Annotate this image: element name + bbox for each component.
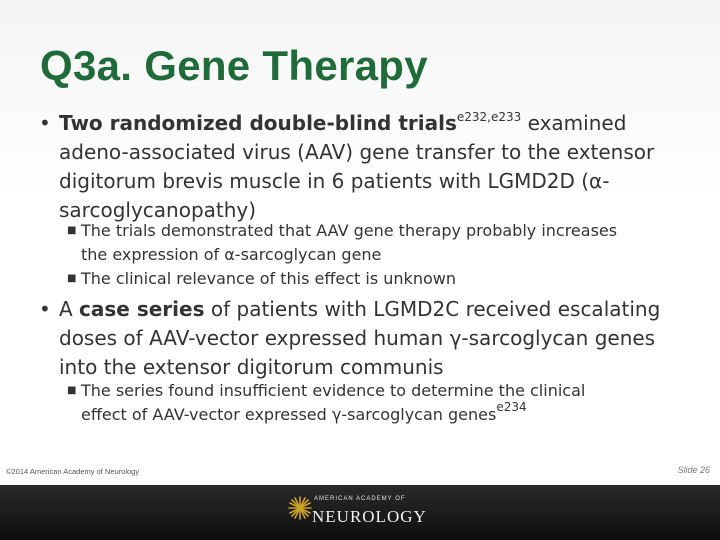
bullet-2	[39, 295, 699, 382]
sub-bullet-3	[67, 379, 701, 427]
bullet-1-line-1-rest: examined	[521, 111, 627, 135]
bullet-1	[39, 109, 699, 225]
sub-bullet-square: ■	[67, 273, 77, 284]
aan-logo	[288, 494, 438, 534]
sub-bullet-2-line-1: The clinical relevance of this effect is unknown	[81, 269, 456, 288]
sub-bullet-1-line-2: the expression of α-sarcoglycan gene	[81, 245, 382, 264]
starburst-icon	[288, 496, 312, 520]
bullet-1-reference: e232,e233	[456, 110, 522, 124]
bullet-1-line-4: sarcoglycanopathy)	[59, 198, 257, 222]
sub-bullet-3-line-2	[81, 400, 701, 427]
logo-line-2: NEUROLOGY	[312, 507, 427, 526]
bullet-dot: •	[39, 297, 51, 321]
sub-bullet-3-line-2-text: effect of AAV-vector expressed γ-sarcoglycan genes	[81, 405, 497, 424]
bullet-1-line-1	[59, 109, 699, 138]
slide-title: Q3a. Gene Therapy	[40, 42, 428, 89]
bullet-1-bold-lead: Two randomized double-blind trials	[59, 111, 457, 135]
bullet-2-pre: A	[59, 297, 80, 321]
bullet-2-line-1-rest: of patients with LGMD2C received escalating	[204, 297, 661, 321]
bullet-2-line-2: doses of AAV-vector expressed human γ-sarcoglycan genes	[59, 326, 656, 350]
sub-bullet-square: ■	[67, 385, 77, 396]
sub-bullet-3-line-1: The series found insufficient evidence to determine the clinical	[81, 381, 586, 400]
bullet-2-line-3: into the extensor digitorum communis	[59, 355, 444, 379]
slide-number: Slide 26	[677, 465, 710, 475]
bullet-dot: •	[39, 111, 51, 135]
bullet-1-line-2: adeno-associated virus (AAV) gene transfer to the extensor	[59, 140, 655, 164]
copyright-notice: ©2014 American Academy of Neurology	[6, 467, 140, 476]
sub-bullet-3-reference: e234	[496, 400, 527, 414]
logo-line-1: AMERICAN ACADEMY OF	[314, 496, 406, 502]
sub-bullet-2	[67, 267, 701, 291]
bullet-1-line-3: digitorum brevis muscle in 6 patients with LGMD2D (α-	[59, 169, 610, 193]
bullet-2-bold: case series	[79, 297, 205, 321]
sub-bullet-1-line-1: The trials demonstrated that AAV gene therapy probably increases	[81, 221, 618, 240]
sub-bullet-1	[67, 219, 701, 267]
bullet-2-line-1	[59, 295, 699, 324]
sub-bullet-square: ■	[67, 225, 77, 236]
